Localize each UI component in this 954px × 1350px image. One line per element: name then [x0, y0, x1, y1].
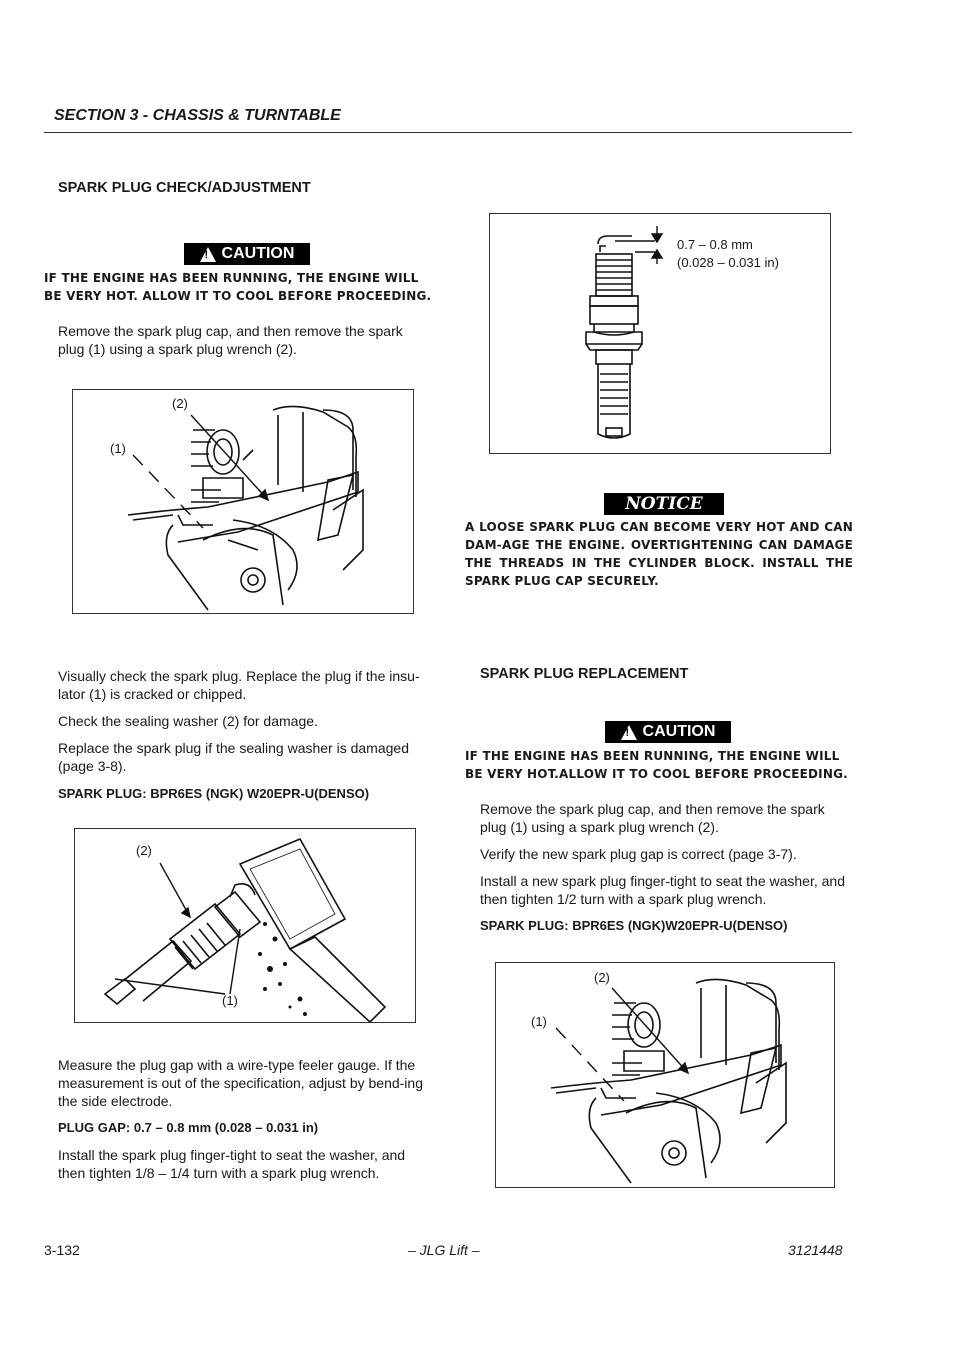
heading-replacement: SPARK PLUG REPLACEMENT [480, 666, 689, 682]
figure-callout: (2) [594, 970, 610, 985]
spec-line: SPARK PLUG: BPR6ES (NGK) W20EPR-U(DENSO) [58, 786, 370, 801]
caution-label: CAUTION [221, 245, 295, 262]
page-number: 3-132 [44, 1242, 80, 1258]
paragraph: Visually check the spark plug. Replace the plug if the insu-lator (1) is cracked or chipped. [58, 668, 420, 702]
notice-badge: NOTICE [604, 493, 724, 515]
spec-line: SPARK PLUG: BPR6ES (NGK)W20EPR-U(DENSO) [480, 918, 788, 933]
heading-check-adjustment: SPARK PLUG CHECK/ADJUSTMENT [58, 180, 311, 196]
paragraph: Verify the new spark plug gap is correct (page 3-7). [480, 846, 797, 862]
footer-brand: – JLG Lift – [408, 1242, 480, 1258]
paragraph: Replace the spark plug if the sealing washer is damaged (page 3-8). [58, 740, 409, 774]
figure-callout: (1) [222, 993, 238, 1008]
figure-spark-plug-brush [74, 828, 416, 1023]
warning-icon: ! [200, 247, 216, 262]
warning-icon: ! [621, 725, 637, 740]
paragraph: Measure the plug gap with a wire-type feeler gauge. If the measurement is out of the specification, adjust by bend-ing the side electrode. [58, 1057, 423, 1109]
caution-text: IF THE ENGINE HAS BEEN RUNNING, THE ENGINE WILL BE VERY HOT. ALLOW IT TO COOL BEFORE PROCEEDING. [44, 271, 432, 303]
paragraph: Remove the spark plug cap, and then remove the spark plug (1) using a spark plug wrench (2). [58, 323, 403, 357]
notice-text: A LOOSE SPARK PLUG CAN BECOME VERY HOT AND CAN DAM-AGE THE ENGINE. OVERTIGHTENING CAN DAMAGE THE THREADS IN THE CYLINDER BLOCK. INSTALL THE SPARK PLUG CAP SECURELY. [465, 520, 853, 588]
gap-measure-in: (0.028 – 0.031 in) [677, 255, 779, 270]
figure-engine-wrench-2 [495, 962, 835, 1188]
section-title: SECTION 3 - CHASSIS & TURNTABLE [54, 107, 341, 124]
spec-line: PLUG GAP: 0.7 – 0.8 mm (0.028 – 0.031 in) [58, 1120, 319, 1135]
figure-callout: (1) [531, 1014, 547, 1029]
caution-badge [184, 243, 310, 265]
figure-callout: (2) [136, 843, 152, 858]
caution-badge [605, 721, 731, 743]
paragraph: Install the spark plug finger-tight to seat the washer, and then tighten 1/8 – 1/4 turn with a spark plug wrench. [58, 1147, 406, 1181]
gap-measure-mm: 0.7 – 0.8 mm [677, 237, 753, 252]
paragraph: Remove the spark plug cap, and then remove the spark plug (1) using a spark plug wrench (2). [480, 801, 825, 835]
figure-callout: (1) [110, 441, 126, 456]
caution-text: IF THE ENGINE HAS BEEN RUNNING, THE ENGINE WILL BE VERY HOT.ALLOW IT TO COOL BEFORE PROCEEDING. [465, 749, 848, 781]
figure-plug-gap [489, 213, 831, 454]
figure-engine-wrench-1 [72, 389, 414, 614]
header-rule [44, 132, 852, 133]
document-number: 3121448 [788, 1242, 843, 1258]
figure-callout: (2) [172, 396, 188, 411]
paragraph: Check the sealing washer (2) for damage. [58, 713, 318, 729]
paragraph: Install a new spark plug finger-tight to seat the washer, and then tighten 1/2 turn with a spark plug wrench. [480, 873, 845, 907]
caution-label: CAUTION [642, 723, 716, 740]
